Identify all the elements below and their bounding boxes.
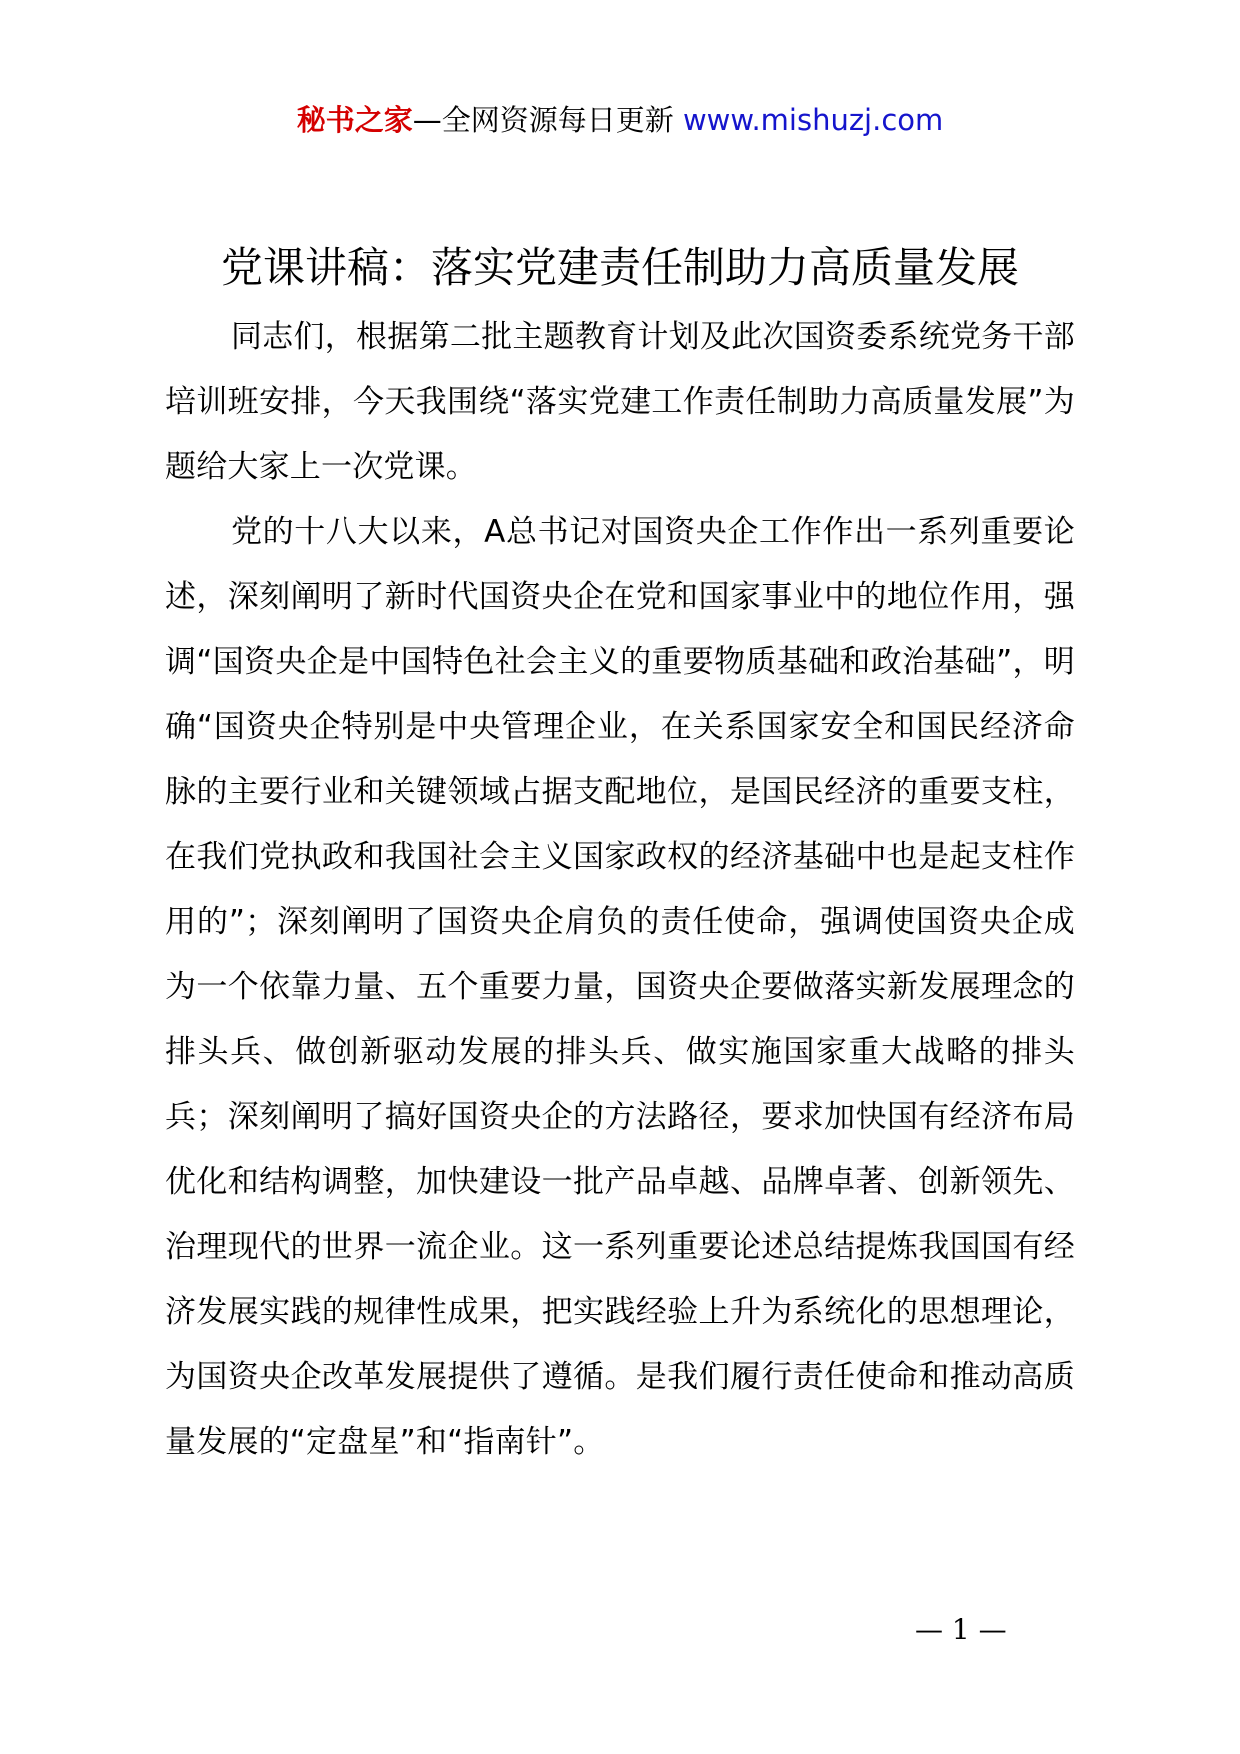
brand-name: 秘书之家 — [296, 103, 413, 137]
site-banner — [0, 100, 1240, 140]
document-title: 党课讲稿：落实党建责任制助力高质量发展 — [220, 243, 1019, 292]
page-number: — 1 — — [915, 1613, 1007, 1646]
site-url: www.mishuzj.com — [682, 103, 944, 137]
paragraph-main: 党的十八大以来，A总书记对国资央企工作作出一系列重要论述，深刻阐明了新时代国资央企在党和国家事业中的地位作用，强调“国资央企是中国特色社会主义的重要物质基础和政治基础”，明确“国资央企特别是中央管理企业，在关系国家安全和国民经济命脉的主要行业和关键领域占据支配地位，是国民经济的重要支柱，在我们党执政和我国社会主义国家政权的经济基础中也是起支柱作用的”；深刻阐明了国资央企肩负的责任使命，强调使国资央企成为一个依靠力量、五个重要力量，国资央企要做落实新发展理念的排头兵、做创新驱动发展的排头兵、做实施国家重大战略的排头兵；深刻阐明了搞好国资央企的方法路径，要求加快国有经济布局优化和结构调整，加快建设一批产品卓越、品牌卓著、创新领先、治理现代的世界一流企业。这一系列重要论述总结提炼我国国有经济发展实践的规律性成果，把实践经验上升为系统化的思想理论，为国资央企改革发展提供了遵循。是我们履行责任使命和推动高质量发展的“定盘星”和“指南针”。 — [165, 514, 1075, 1460]
document-body — [165, 305, 1075, 1475]
banner-tagline: —全网资源每日更新 — [412, 103, 674, 137]
paragraph-intro: 同志们，根据第二批主题教育计划及此次国资委系统党务干部培训班安排，今天我围绕“落实党建工作责任制助力高质量发展”为题给大家上一次党课。 — [165, 319, 1075, 485]
